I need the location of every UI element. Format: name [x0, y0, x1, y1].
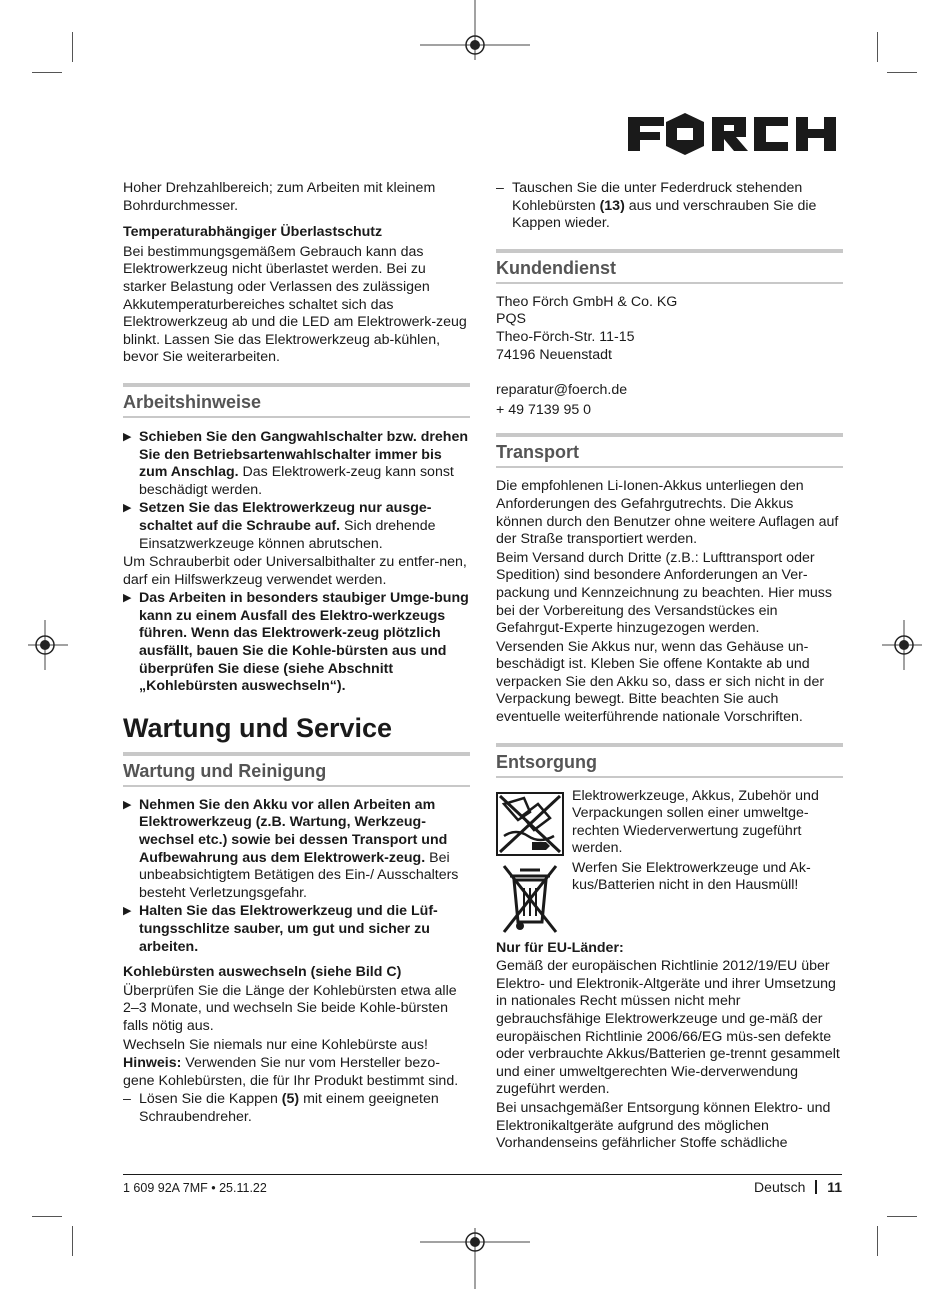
registration-mark-top — [420, 0, 530, 60]
kundendienst-heading: Kundendienst — [496, 249, 843, 284]
arbeitshinweise-heading: Arbeitshinweise — [123, 383, 470, 418]
brand-logo — [628, 113, 842, 155]
address-line: 74196 Neuenstadt — [496, 346, 612, 363]
bullet-triangle-icon: ▶ — [123, 905, 132, 918]
left-column — [123, 180, 470, 1127]
footer-language: Deutsch — [754, 1179, 806, 1195]
list-item: ▶ Das Arbeiten in besonders staubiger Umge-bung kann zu einem Ausfall des Elektro-werkzeugs führen. Wenn das Elektrowerk-zeug plötzlich ausfällt, bauen Sie die Kohle-bürsten aus und überprüfen Sie diese (siehe Abschnitt „Kohlebürsten auswechseln“). — [123, 590, 469, 695]
dash-bullet: – — [496, 180, 504, 196]
crop-mark — [877, 1226, 878, 1256]
schrauber-text: Um Schrauberbit oder Universalbithalter zu entfer-nen, darf ein Hilfswerkzeug verwendet werden. — [123, 554, 467, 588]
list-item: – Tauschen Sie die unter Federdruck stehenden Kohlebürsten (13) aus und verschrauben Sie die Kappen wieder. — [496, 180, 817, 232]
registration-mark-bottom — [420, 1228, 530, 1289]
list-item: ▶ Schieben Sie den Gangwahlschalter bzw. drehen Sie den Betriebsartenwahlschalter immer bis zum Anschlag. Das Elektrowerk-zeug kann sonst beschädigt werden. — [123, 428, 469, 498]
entsorgung-text: Werfen Sie Elektrowerkzeuge und Ak-kus/Batterien nicht in den Hausmüll! — [572, 859, 811, 894]
crop-mark — [887, 72, 917, 73]
eu-text: Bei unsachgemäßer Entsorgung können Elektro- und Elektronikaltgeräte aufgrund des möglichen Vorhandenseins gefährlicher Stoffe schädliche — [496, 1100, 831, 1152]
eu-heading: Nur für EU-Länder: — [496, 939, 624, 956]
email-link[interactable]: reparatur@foerch.de — [496, 382, 628, 399]
phone-number: + 49 7139 95 0 — [496, 401, 592, 418]
registration-mark-left — [28, 620, 68, 670]
crop-mark — [887, 1216, 917, 1217]
dash-bullet: – — [123, 1091, 131, 1108]
bullet-triangle-icon: ▶ — [123, 430, 132, 443]
registration-mark-right — [882, 620, 922, 670]
entsorgung-text: Elektrowerkzeuge, Akkus, Zubehör und Verpackungen sollen einer umweltge-rechten Wiederverwertung zugeführt werden. — [572, 787, 819, 857]
crop-mark — [72, 1226, 73, 1256]
crop-mark — [72, 32, 73, 62]
reinigung-heading: Wartung und Reinigung — [123, 752, 470, 787]
address-line: PQS — [496, 311, 526, 328]
footer-page-info — [754, 1178, 842, 1196]
hinweis-text: Hinweis: Verwenden Sie nur vom Hersteller bezo-gene Kohlebürsten, die für Ihr Produkt bestimmt sind. — [123, 1055, 459, 1089]
address-block — [496, 294, 843, 364]
intro-text: Hoher Drehzahlbereich; zum Arbeiten mit kleinem Bohrdurchmesser. — [123, 180, 436, 214]
crop-mark — [32, 1216, 62, 1217]
entsorgung-block — [496, 788, 843, 940]
footer-page-number: 11 — [827, 1179, 842, 1195]
transport-text: Versenden Sie Akkus nur, wenn das Gehäuse un-beschädigt ist. Kleben Sie offene Kontakte ab und verpacken Sie den Akku so, dass er sich nicht in der Verpackung bewegt. Bitte beachten Sie auch eventuelle weiterführende nationale Vorschriften. — [496, 638, 825, 726]
kohle-warning: Wechseln Sie niemals nur eine Kohlebürste aus! — [123, 1036, 428, 1053]
transport-text: Beim Versand durch Dritte (z.B.: Lufttransport oder Spedition) sind besondere Anforderungen an Ver-packung und Kennzeichnung zu beachten. Hier muss bei der Vorbereitung des Versandstückes ein Gefahrgut-Experte hinzugezogen werden. — [496, 549, 832, 637]
eu-text: Gemäß der europäischen Richtlinie 2012/19/EU über Elektro- und Elektronik-Altgeräte und ihrer Umsetzung in nationales Recht müssen nicht mehr gebrauchsfähige Elektrowerkzeuge und ge-mäß der europäischen Richtlinie 2006/66/EG müs-sen defekte oder verbrauchte Akkus/Batterien ge-trennt gesammelt und einer umweltgerechten Wie-derverwendung zugeführt werden. — [496, 958, 840, 1098]
list-item: ▶ Setzen Sie das Elektrowerkzeug nur ausge-schaltet auf die Schraube auf. Sich drehende Einsatzwerkzeuge können abrutschen. — [123, 500, 436, 552]
list-item: ▶ Halten Sie das Elektrowerkzeug und die Lüf-tungsschlitze sauber, um gut und sicher zu arbeiten. — [123, 903, 438, 955]
list-item: – Lösen Sie die Kappen (5) mit einem geeigneten Schraubendreher. — [123, 1091, 439, 1125]
footer-divider — [815, 1180, 817, 1194]
bullet-triangle-icon: ▶ — [123, 798, 132, 811]
temp-text: Bei bestimmungsgemäßem Gebrauch kann das Elektrowerkzeug nicht überlastet werden. Bei zu starker Belastung oder Verlassen des zulässigen Akkutemperaturbereiches schaltet sich das Elektrowerkzeug ab und die LED am Elektrowerk-zeug blinkt. Lassen Sie das Elektrowerkzeug ab-kühlen, bevor Sie weiterarbeiten. — [123, 243, 467, 366]
list-item: ▶ Nehmen Sie den Akku vor allen Arbeiten am Elektrowerkzeug (z.B. Wartung, Werkzeug-wechsel etc.) sowie bei dessen Transport und Aufbewahrung aus dem Elektrowerk-zeug. Bei unbeabsichtigtem Betätigen des Ein-/ Ausschalters besteht Verletzungsgefahr. — [123, 796, 459, 901]
crossed-bin-icon — [500, 862, 560, 936]
bullet-triangle-icon: ▶ — [123, 592, 132, 605]
recycling-symbol-icon — [496, 792, 564, 856]
transport-heading: Transport — [496, 433, 843, 468]
kohle-text: Überprüfen Sie die Länge der Kohlebürsten etwa alle 2–3 Monate, und wechseln Sie beide Kohle-bürsten falls nötig aus. — [123, 982, 457, 1034]
footer-code: 1 609 92A 7MF • 25.11.22 — [123, 1181, 267, 1195]
transport-text: Die empfohlenen Li-Ionen-Akkus unterliegen den Anforderungen des Gefahrgutrechts. Die Akkus können durch den Benutzer ohne weitere Auflagen auf der Straße transportiert werden. — [496, 478, 839, 548]
crop-mark — [877, 32, 878, 62]
right-column — [496, 180, 843, 1153]
address-line: Theo-Förch-Str. 11-15 — [496, 328, 635, 345]
entsorgung-heading: Entsorgung — [496, 743, 843, 778]
address-line: Theo Förch GmbH & Co. KG — [496, 293, 678, 310]
kohle-heading: Kohlebürsten auswechseln (siehe Bild C) — [123, 964, 402, 981]
bullet-triangle-icon: ▶ — [123, 502, 132, 515]
footer-rule — [123, 1174, 842, 1175]
wartung-title: Wartung und Service — [123, 712, 393, 743]
crop-mark — [32, 72, 62, 73]
temp-heading: Temperaturabhängiger Überlastschutz — [123, 224, 383, 241]
